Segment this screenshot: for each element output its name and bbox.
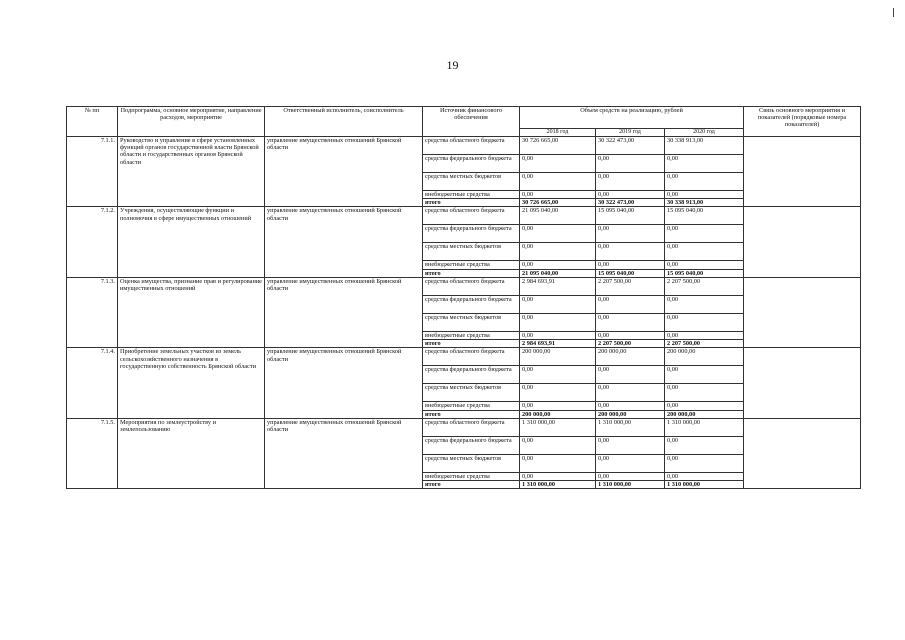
amount-cell: 0,00 [520, 454, 596, 472]
item-number: 7.1.3. [67, 277, 118, 347]
amount-cell: 200 000,00 [520, 410, 596, 418]
item-number: 7.1.4. [67, 348, 118, 418]
header-year-2020: 2020 год [665, 129, 744, 137]
amount-cell: 0,00 [520, 331, 596, 339]
item-link-cell [744, 137, 861, 207]
amount-cell: 2 207 500,00 [665, 277, 744, 295]
amount-cell: 0,00 [596, 436, 665, 454]
header-year-2019: 2019 год [596, 129, 665, 137]
item-name: Учреждения, осуществляющие функции и полномочия в сфере имущественных отношений [118, 207, 265, 277]
amount-cell: 0,00 [665, 313, 744, 331]
item-link-cell [744, 418, 861, 488]
item-name: Руководство и управление в сфере установленных функций органов государственной власти Брянской области и государственных органов Брянской области [118, 137, 265, 207]
amount-cell: 0,00 [665, 384, 744, 402]
amount-cell: 200 000,00 [665, 348, 744, 366]
header-source: Источник финансового обеспечения [423, 107, 520, 137]
amount-cell: 0,00 [596, 454, 665, 472]
amount-cell: 0,00 [596, 225, 665, 243]
amount-cell: 1 310 000,00 [596, 481, 665, 489]
item-name: Мероприятия по землеустройству и землепользованию [118, 418, 265, 488]
item-number: 7.1.2. [67, 207, 118, 277]
source-total: итого [423, 340, 520, 348]
amount-cell: 1 310 000,00 [596, 418, 665, 436]
table-row [67, 418, 861, 436]
amount-cell: 200 000,00 [665, 410, 744, 418]
source-regional: средства областного бюджета [423, 418, 520, 436]
amount-cell: 30 322 473,00 [596, 199, 665, 207]
header-year-2018: 2018 год [520, 129, 596, 137]
amount-cell: 1 310 000,00 [520, 418, 596, 436]
amount-cell: 0,00 [665, 155, 744, 173]
amount-cell: 0,00 [596, 472, 665, 480]
amount-cell: 1 310 000,00 [520, 481, 596, 489]
source-federal: средства федерального бюджета [423, 225, 520, 243]
source-extrabudgetary: внебюджетные средства [423, 261, 520, 269]
table-row [67, 348, 861, 366]
source-total: итого [423, 481, 520, 489]
amount-cell: 21 095 040,00 [520, 207, 596, 225]
amount-cell: 0,00 [596, 313, 665, 331]
item-executor: управление имущественных отношений Брянской области [265, 277, 423, 347]
amount-cell: 200 000,00 [596, 348, 665, 366]
amount-cell: 0,00 [596, 191, 665, 199]
table-row [67, 277, 861, 295]
amount-cell: 0,00 [665, 243, 744, 261]
amount-cell: 0,00 [520, 313, 596, 331]
amount-cell: 0,00 [520, 366, 596, 384]
table-row [67, 207, 861, 225]
amount-cell: 15 095 040,00 [665, 269, 744, 277]
amount-cell: 0,00 [665, 402, 744, 410]
amount-cell: 0,00 [665, 295, 744, 313]
amount-cell: 0,00 [520, 191, 596, 199]
header-num: № пп [67, 107, 118, 137]
page-number: 19 [446, 58, 459, 72]
amount-cell: 0,00 [665, 436, 744, 454]
header-link: Связь основного мероприятия и показателей (порядковые номера показателей) [744, 107, 861, 137]
source-local: средства местных бюджетов [423, 313, 520, 331]
item-link-cell [744, 207, 861, 277]
item-link-cell [744, 277, 861, 347]
source-federal: средства федерального бюджета [423, 436, 520, 454]
amount-cell: 2 984 693,91 [520, 340, 596, 348]
source-regional: средства областного бюджета [423, 207, 520, 225]
item-number: 7.1.1. [67, 137, 118, 207]
amount-cell: 0,00 [665, 366, 744, 384]
amount-cell: 0,00 [596, 402, 665, 410]
source-extrabudgetary: внебюджетные средства [423, 191, 520, 199]
budget-table [66, 106, 861, 489]
item-link-cell [744, 348, 861, 418]
table-row [67, 137, 861, 155]
item-number: 7.1.5. [67, 418, 118, 488]
amount-cell: 0,00 [596, 243, 665, 261]
amount-cell: 0,00 [520, 261, 596, 269]
amount-cell: 0,00 [520, 295, 596, 313]
source-local: средства местных бюджетов [423, 454, 520, 472]
amount-cell: 0,00 [520, 155, 596, 173]
source-regional: средства областного бюджета [423, 348, 520, 366]
amount-cell: 15 095 040,00 [596, 269, 665, 277]
source-total: итого [423, 199, 520, 207]
amount-cell: 30 338 913,00 [665, 137, 744, 155]
source-extrabudgetary: внебюджетные средства [423, 472, 520, 480]
header-volume: Объем средств на реализацию, рублей [520, 107, 744, 129]
amount-cell: 0,00 [596, 173, 665, 191]
item-executor: управление имущественных отношений Брянской области [265, 207, 423, 277]
amount-cell: 1 310 000,00 [665, 418, 744, 436]
source-federal: средства федерального бюджета [423, 366, 520, 384]
amount-cell: 0,00 [665, 191, 744, 199]
amount-cell: 0,00 [520, 402, 596, 410]
source-federal: средства федерального бюджета [423, 155, 520, 173]
amount-cell: 30 726 665,00 [520, 137, 596, 155]
source-local: средства местных бюджетов [423, 243, 520, 261]
amount-cell: 0,00 [596, 295, 665, 313]
source-total: итого [423, 269, 520, 277]
source-local: средства местных бюджетов [423, 173, 520, 191]
amount-cell: 0,00 [520, 173, 596, 191]
source-regional: средства областного бюджета [423, 277, 520, 295]
item-executor: управление имущественных отношений Брянской области [265, 137, 423, 207]
source-local: средства местных бюджетов [423, 384, 520, 402]
amount-cell: 0,00 [665, 261, 744, 269]
amount-cell: 0,00 [520, 472, 596, 480]
amount-cell: 0,00 [596, 155, 665, 173]
edge-mark [893, 8, 894, 17]
amount-cell: 200 000,00 [596, 410, 665, 418]
amount-cell: 0,00 [596, 261, 665, 269]
amount-cell: 15 095 040,00 [596, 207, 665, 225]
header-executor: Ответственный исполнитель, соисполнитель [265, 107, 423, 137]
source-regional: средства областного бюджета [423, 137, 520, 155]
amount-cell: 1 310 000,00 [665, 481, 744, 489]
amount-cell: 2 207 500,00 [596, 340, 665, 348]
amount-cell: 2 207 500,00 [665, 340, 744, 348]
amount-cell: 30 726 665,00 [520, 199, 596, 207]
amount-cell: 0,00 [665, 472, 744, 480]
table-body [67, 137, 861, 489]
amount-cell: 0,00 [520, 436, 596, 454]
amount-cell: 21 095 040,00 [520, 269, 596, 277]
amount-cell: 0,00 [596, 366, 665, 384]
amount-cell: 0,00 [596, 384, 665, 402]
amount-cell: 2 984 693,91 [520, 277, 596, 295]
source-extrabudgetary: внебюджетные средства [423, 402, 520, 410]
amount-cell: 0,00 [665, 331, 744, 339]
amount-cell: 0,00 [520, 225, 596, 243]
item-executor: управление имущественных отношений Брянской области [265, 418, 423, 488]
header-name: Подпрограмма, основное мероприятие, направление расходов, мероприятие [118, 107, 265, 137]
source-extrabudgetary: внебюджетные средства [423, 331, 520, 339]
source-federal: средства федерального бюджета [423, 295, 520, 313]
amount-cell: 30 338 913,00 [665, 199, 744, 207]
amount-cell: 15 095 040,00 [665, 207, 744, 225]
item-name: Приобретение земельных участков из земель сельскохозяйственного назначения в государственную собственность Брянской области [118, 348, 265, 418]
amount-cell: 0,00 [665, 173, 744, 191]
amount-cell: 0,00 [665, 225, 744, 243]
amount-cell: 0,00 [520, 384, 596, 402]
amount-cell: 0,00 [665, 454, 744, 472]
amount-cell: 30 322 473,00 [596, 137, 665, 155]
source-total: итого [423, 410, 520, 418]
amount-cell: 0,00 [520, 243, 596, 261]
amount-cell: 0,00 [596, 331, 665, 339]
item-name: Оценка имущества, признание прав и регулирование имущественных отношений [118, 277, 265, 347]
amount-cell: 200 000,00 [520, 348, 596, 366]
item-executor: управление имущественных отношений Брянской области [265, 348, 423, 418]
amount-cell: 2 207 500,00 [596, 277, 665, 295]
